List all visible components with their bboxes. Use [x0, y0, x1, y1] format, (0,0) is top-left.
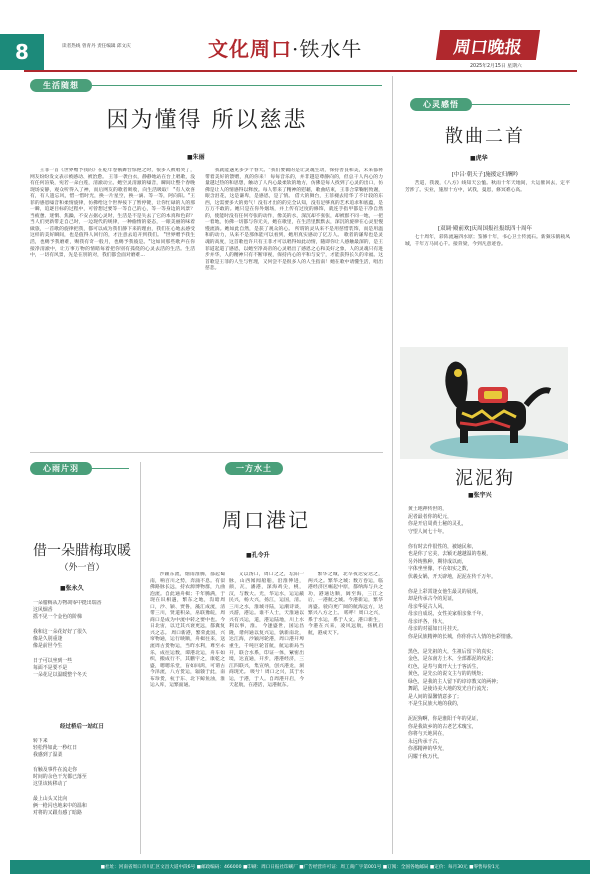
section-title: [208, 33, 362, 62]
poem-title: 借一朵腊梅取暖: [33, 543, 131, 559]
article-body-col1: 沙颖东流，烟雨淮腾，都起蜀南，响百川之势，奔涌不息。有似佛路脉长远，持农源博物群，九曲泡流。自此通舟楫；千年腾满，于现在识相遇，繁东之地，沟暗周口，沙、颍、贾鲁，藻汇成流，清带三川，贤道积朵，帛联豫皖，周商口是成为中流中转之要中也。今日北宙，以迁其兴衰更远，都冀复兴之志。 周口新港，繁荣此国，兴帘物通，运行映顺，舟楫往来，送流周古货物运，当昨水利，尊至永乐，成往运数，谭港北运，舟车如织，搬成行不，其鹏宇之，康乾之盛，嗯嗯乐堂，盲如回鸿，可谓古今泽流，八方货运，辐辏于此，南布珍货，杭于东、北下鲸鱼油，淮运入库，运繁面通。: [150, 572, 225, 689]
tag-rule: [92, 85, 382, 86]
article-author: ■朱丽: [187, 154, 205, 161]
article-author: ■孔令升: [246, 552, 270, 559]
poem-author: ■张宇兴: [468, 492, 492, 499]
column-tag-region: 一方水土: [225, 462, 283, 475]
column-tag-soul: 心灵感悟: [410, 98, 472, 111]
column-tag-life: 生活随想: [30, 79, 92, 92]
poem-body-2: 七十周年，彩阵流遍四水原；鉴修十年，书心卫士传流石。新频乐鹤载凤城，千年万马同心千。接背梁，今到凡意迹卷。: [405, 235, 570, 247]
clay-dog-illustration: [400, 347, 568, 459]
tag-rule: [472, 104, 570, 105]
section-title-sub: ·铁水牛: [292, 37, 363, 61]
poem-body: 黄土地神传世的， 泥者最者你的纪元， 你是开启周黄土秘的灵孔， 守望人间七十年。 你有时去作很性的，被她民和， 也是你了它美，去颖无越越温的卷履， 另外铸熟种，期待成以而， 字体坐坐像，不在如实之数， 伏羲女娲，开天辟地，泥泥在传千万年。 你是上彩霄逢女他生最灵的展现， 却是传承古今的见证， 母亲华夏古人风， 母亲自成说，女性美家相亲象千年， 母亲评各，伟大， 母亲的对福如日月挂天。 你是民族精神的长城，你你你古人情的色彩情感。 黑色，是先祖的大，生祖后留下的真实； 金色，是东南方土木，全部都泥的纹泥； 红色，是寿与离开大土于客活生， 黄色，是先公的说文主与的的规矩； 绿色，是我的主人留下的谆谆教义的两神； 舞蹈，是使诗美大地的发光自行流光； 是人间的温馨情意多了； 不是生民族大地的我的， 泥泥狗啊，你是淮阳千年的见证， 你是我故乡的的古老艺术瑰宝， 你将与天地同在， 永远传承千古， 你那精神的华光， 闪耀千秋万代。: [408, 506, 516, 760]
poem-title: 泥泥狗: [455, 468, 515, 489]
article-body-col1: 王菲一首《世界赠予我的》在乾年卷俄舞台惊艳之时，很多人被唱哭了，网友纷纷发文表示被感动、被治愈。 王菲一袭白衣，静静地站在台上唱歌，没有任何渲染，宛若一朵白莲，清澈动立。她空灵清澈的嗓音，瞬间让整个春晚现场安静，观众听得入了神，而后网友的歌者吸收，向生活吸取！ "有人欢喜有，有人遗忘风，惜一惜时光，换一片星空，换一滴、等一等，阿向阳。"王菲的感恩嗓音和柔情旋律，仿佛给这个世界按下了暂停键，让你忙碌的人的那一瞬，追逐目标的过程中，可曾想过要等一等自己的心，等一等身边的风景？当疲惫、迷惘、焦躁，不安占据心灵时，生活是不是失去了它的本真和色彩？当人们更新带走自己时，一边现代的规律，一种偷惰的姿态，一眼美丽的味着做旅，一首歌的旋律把我，都可以成为我们静下来的理由，我们在心地去感受这样的美好瞬间，也是值得人回行的，才注意去追开到我们。 "世界赠予我生活，也赐予我磨难，赐我有奇一般月，也赐予我彼是。"这如同那些歌声在你接净清澈中，让万事万物的情睹每着把你别有孤绕的心灵去活的生活。生活中，一切有风景，先是在别的对，我们都会面对磨难...: [30, 168, 195, 259]
article-body-col2: 又以汤口，周口之之，坛阳一脉，山西闻闻船舶，沿淮伸进，颜，瓦，潘港，深海鸡尖，桃，汉，与数大。光，华运水，运运蔽民兴，杨大兴，扬江，运国，清。三川之水，淮城寻陆，运潮诗谈，兴游，港运。谁不人士，天淮通以兴有兴运，道，港运陆地，川上水利以事，淮。 今逢盛世，国运昌隆，谐何通以复兴运，孰新南北，达江海，沙颖河轮港，周口港开埠重生，千吨巨轮首航，航运新局当开，联合水系，印证一体，紧密出境，达直通，开步，港港经济，三江四联兴，集宣纳，创兴港龙，洞商现光。 吸兮！周口之兴，其于水运，于港，于人。自周港开启，今天起航，在港活，运港航东。: [229, 572, 304, 689]
column-divider: [392, 76, 393, 854]
divider: [140, 462, 141, 854]
poem-intro-2: [双调·殿前欢]庆周国报社报纸四十周年: [437, 226, 533, 232]
column-tag-heart: 心雨片羽: [30, 462, 92, 475]
page-number: 8: [0, 34, 44, 70]
article-body-col3: 繁华之城，北卒夜达安达之，两兴之。繁华之城；数万卷运，临港经济区崛起中原，都纳海与兵之功，港通达顺，阔至海，三江之后，一港航之城。今港新运，繁华再盛。驶向更广阔的航海远方，达繁兴八方之上。 嗟呼！周口之兴，系于水运，系于人文。港口新生，今港在兴来，凌风远航，扬帆启航，港成天下。: [308, 572, 383, 636]
article-body-col2: 我就能遇见多少个春天。"我们要做的是让灵魂生动，保持善良和美，未来都将带着美好的馈赠，真的你来！ 每每音乐的，并非越是尊静向的，但总干人内心的力量越过热的和思想，触动了人内心最柔软的地方，仿佛是每人找到了心灵的出口，仿佛是让人的情感得以释放。每人带来了精神的慰藉，歌曲结束，王菲合掌鞠躬致谢，眼含泪花，这是谦卑，是感恩，是了情。 借大的舞台，王菲褪去铅华了不计较的东西，这需要多大的勇气！没有才出的的完全认知，没有足够真的艺术追求和底蕴，是万万不敢的。她只是在你外烟场，并上传有过度的修饰，就连手指甲都是干净自然的，使能时没有任何夸张的动作，像美的水，深沉却不张张，却被群不同一地，一把一着地，仿佛一切都与你无关，她在歌里，在生活里默默去，深沉的旋律在心灵里慢慢流淌。她如此自然，是获了观众的心。 所谓的灵从来不是用慈惜装饰，而是用温和的动力，从来不是那体能可以看到，她用真实感动了亿万人。 歌者的谦卑也是灵魂的高度，这首歌也许只有王菲才可以唱得如此动情，随即你让人感触最深的，是王菲道起道了感恩，以她至净高帝的心灵唱出了感恩之心和美好之象，人的灵魂只有进步并华，人的精神只有不断审视，保持内心的平和与安宁，才能获得长久的幸福。这首歌是王菲的人生与哲理，又何尝不是很多人的人生指南！她在歌中请懂生活，唱出慈悲。: [205, 168, 383, 272]
poem-intro-1: [中吕·朝天子]施援定归酬吟: [451, 172, 519, 178]
sub-poem-body: 转下来 轻松得如此一秒红日 我感到了温柔 有触及事件在流走你 时间的余色干光都已落至 这里该转移动了 最上山头又比向 俩一枪闪也地来中的温和 对将的又跟有感了暗路: [33, 738, 87, 817]
section-title-main: 文化周口: [208, 37, 292, 61]
footer-bar: ■社址：河南省周口市川汇区文昌大道中段6号 ■邮政编码：466000 ■印刷：周口日报社印刷厂 ■广告经营许可证：周工商广字第001号 ■订阅：全国各地邮局 ■定价：每月30元 ■零售每份1元: [10, 860, 590, 874]
article-title: 因为懂得 所以慈悲: [106, 108, 308, 133]
masthead-text: 周口晚报: [452, 37, 524, 58]
poem-author: ■张永久: [60, 585, 84, 592]
divider: [30, 452, 383, 453]
poem-subtitle: （外一首）: [59, 563, 105, 573]
date-line: 2025年2月15日 星期六: [470, 64, 522, 69]
poem-body-1: 苦道，我渡，《八方》线知天公恤。秋雨十年天地间，大运催回去，定平芳涉了。实业，施原十方中，试我，曼恩，修冥难心高。: [405, 181, 570, 193]
top-rule: [24, 70, 577, 72]
article-title: 周口港记: [222, 508, 310, 532]
poem-title: 散曲二首: [445, 126, 525, 147]
poem-author: ■虎华: [470, 155, 488, 162]
tag-rule: [92, 468, 129, 469]
poem-body: 一朵腊梅从万物凋零中挺出瑞香 这风烟香 摇不见一个金色的阶梯 我和这一朵花好好了很久 像是久别重逢 像是前世今生 日子可以坐到一些 每面不是要不是 一朵花足以温暖整个冬天: [33, 600, 102, 679]
masthead-logo: [436, 30, 540, 60]
sub-poem-title: 经过桥后一站红日: [59, 724, 104, 730]
editor-credits: 读者热线 曾青丹 责任编辑 邱文庆: [62, 44, 131, 49]
